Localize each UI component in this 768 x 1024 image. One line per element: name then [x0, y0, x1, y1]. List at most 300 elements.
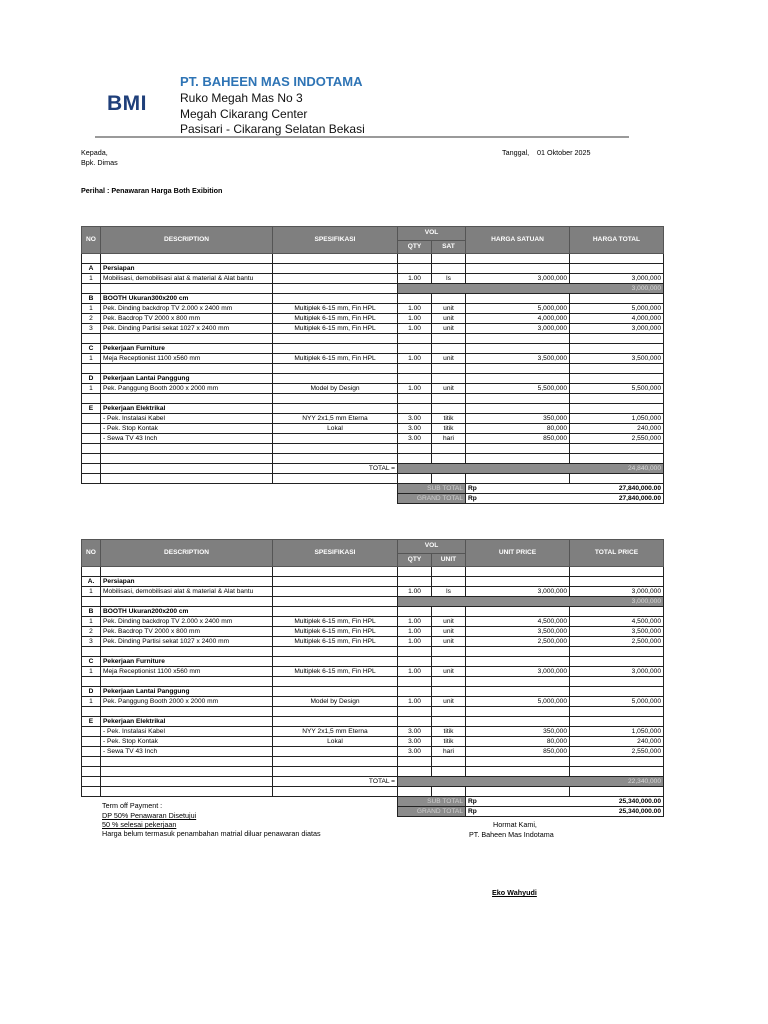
spacer-row [82, 364, 664, 374]
empty-cell [82, 454, 101, 464]
table-row [82, 384, 664, 394]
empty-cell [570, 254, 664, 264]
empty-cell [432, 677, 466, 687]
item-spec: NYY 2x1,5 mm Eterna [273, 414, 398, 424]
empty-cell [398, 474, 432, 484]
section-row [82, 374, 664, 384]
item-total-price: 240,000 [570, 737, 664, 747]
empty-cell [82, 797, 101, 807]
price-note: Harga belum termasuk penambahan matrial diluar penawaran diatas [102, 829, 321, 838]
table-row [82, 274, 664, 284]
grand-total-value: 27,840,000.00 [618, 494, 661, 502]
empty-cell [466, 787, 570, 797]
empty-cell [398, 647, 432, 657]
grand-total-amount [466, 494, 664, 504]
sub-total-amount [466, 484, 664, 494]
spacer-row [82, 444, 664, 454]
empty-cell [466, 264, 570, 274]
empty-cell [570, 787, 664, 797]
item-qty: 1.00 [398, 324, 432, 334]
empty-cell [273, 757, 398, 767]
empty-cell [570, 677, 664, 687]
header-qty: QTY [398, 553, 432, 567]
empty-cell [432, 294, 466, 304]
item-description: - Pek. Stop Kontak [101, 737, 273, 747]
item-no [82, 727, 101, 737]
section-title: Persiapan [101, 264, 273, 274]
empty-cell [570, 757, 664, 767]
item-total-price: 2,550,000 [570, 434, 664, 444]
empty-cell [82, 777, 101, 787]
empty-cell [432, 264, 466, 274]
quotation-table-1 [81, 226, 664, 504]
section-letter: C [82, 657, 101, 667]
total-value: 24,840,000 [398, 464, 664, 474]
item-no: 1 [82, 304, 101, 314]
empty-cell [432, 334, 466, 344]
item-unit-price: 850,000 [466, 434, 570, 444]
table-row [82, 627, 664, 637]
empty-cell [570, 607, 664, 617]
empty-cell [82, 677, 101, 687]
total-row [82, 464, 664, 474]
letterhead [95, 70, 629, 136]
empty-cell [398, 344, 432, 354]
empty-cell [466, 567, 570, 577]
item-unit-price: 80,000 [466, 424, 570, 434]
empty-cell [466, 374, 570, 384]
empty-cell [273, 707, 398, 717]
item-qty: 1.00 [398, 384, 432, 394]
table-row [82, 434, 664, 444]
table-row [82, 314, 664, 324]
empty-cell [398, 707, 432, 717]
empty-cell [398, 567, 432, 577]
address-line-3: Pasisari - Cikarang Selatan Bekasi [180, 122, 365, 136]
item-spec [273, 274, 398, 284]
header-spec: SPESIFIKASI [273, 227, 398, 254]
empty-cell [570, 264, 664, 274]
empty-cell [398, 717, 432, 727]
company-logo: BMI [107, 92, 147, 115]
header-qty: QTY [398, 240, 432, 254]
item-no: 2 [82, 314, 101, 324]
empty-cell [273, 797, 398, 807]
item-unit: unit [432, 384, 466, 394]
quotation-table-2 [81, 539, 664, 817]
spacer-row [82, 647, 664, 657]
empty-cell [466, 647, 570, 657]
total-label: TOTAL = [273, 464, 398, 474]
spacer-row [82, 254, 664, 264]
currency: Rp [468, 807, 477, 815]
item-unit-price: 850,000 [466, 747, 570, 757]
empty-cell [101, 284, 273, 294]
empty-cell [466, 334, 570, 344]
empty-cell [82, 767, 101, 777]
section-title: Pekerjaan Furniture [101, 657, 273, 667]
empty-cell [101, 767, 273, 777]
item-spec [273, 587, 398, 597]
item-unit: titik [432, 727, 466, 737]
item-description: Pek. Bacdrop TV 2000 x 800 mm [101, 314, 273, 324]
empty-cell [570, 647, 664, 657]
item-unit-price: 5,000,000 [466, 304, 570, 314]
empty-cell [398, 687, 432, 697]
item-spec: Multiplek 6-15 mm, Fin HPL [273, 324, 398, 334]
item-no: 1 [82, 384, 101, 394]
item-qty: 3.00 [398, 434, 432, 444]
empty-cell [570, 294, 664, 304]
sub-total-value: 25,340,000.00 [618, 797, 661, 805]
item-qty: 3.00 [398, 414, 432, 424]
grand-total-label: GRAND TOTAL [398, 807, 466, 817]
section-title: Pekerjaan Lantai Panggung [101, 374, 273, 384]
table-body [82, 254, 664, 504]
empty-cell [432, 474, 466, 484]
empty-cell [273, 344, 398, 354]
item-no: 1 [82, 274, 101, 284]
total-value: 22,340,000 [398, 777, 664, 787]
empty-cell [273, 567, 398, 577]
sub-total-label: SUB TOTAL [398, 484, 466, 494]
empty-cell [466, 344, 570, 354]
empty-cell [432, 607, 466, 617]
item-description: Meja Receptionist 1100 x560 mm [101, 667, 273, 677]
empty-cell [466, 717, 570, 727]
item-unit-price: 3,000,000 [466, 324, 570, 334]
item-spec: Model by Design [273, 697, 398, 707]
item-unit-price: 80,000 [466, 737, 570, 747]
empty-cell [101, 707, 273, 717]
closing-company: PT. Baheen Mas Indotama [469, 830, 554, 839]
item-spec: Multiplek 6-15 mm, Fin HPL [273, 667, 398, 677]
empty-cell [398, 757, 432, 767]
item-total-price: 3,000,000 [570, 667, 664, 677]
item-unit-price: 350,000 [466, 414, 570, 424]
empty-cell [101, 677, 273, 687]
empty-cell [82, 364, 101, 374]
section-title: BOOTH Ukuran300x200 cm [101, 294, 273, 304]
empty-cell [101, 484, 273, 494]
empty-cell [466, 677, 570, 687]
section-letter: B [82, 607, 101, 617]
empty-cell [432, 404, 466, 414]
table-header [82, 540, 664, 567]
date-label: Tanggal, [502, 148, 530, 157]
item-description: Pek. Dinding Partisi sekat 1027 x 2400 mm [101, 637, 273, 647]
header-no: NO [82, 227, 101, 254]
empty-cell [82, 494, 101, 504]
item-no [82, 747, 101, 757]
header-unit: UNIT [432, 553, 466, 567]
empty-cell [82, 757, 101, 767]
sub-total-amount [466, 797, 664, 807]
section-title: BOOTH Ukuran200x200 cm [101, 607, 273, 617]
item-qty: 1.00 [398, 314, 432, 324]
section-letter: D [82, 374, 101, 384]
item-qty: 1.00 [398, 637, 432, 647]
item-total-price: 5,000,000 [570, 304, 664, 314]
spacer-row [82, 757, 664, 767]
empty-cell [101, 474, 273, 484]
item-unit-price: 350,000 [466, 727, 570, 737]
payment-terms-title: Term off Payment : [102, 801, 163, 810]
spacer-row [82, 787, 664, 797]
empty-cell [273, 607, 398, 617]
empty-cell [82, 254, 101, 264]
empty-cell [82, 787, 101, 797]
empty-cell [432, 394, 466, 404]
empty-cell [570, 364, 664, 374]
empty-cell [432, 707, 466, 717]
empty-cell [398, 404, 432, 414]
recipient-label: Kepada, [81, 148, 108, 157]
address-line-2: Megah Cikarang Center [180, 107, 308, 121]
empty-cell [82, 807, 101, 817]
table-row [82, 737, 664, 747]
header-description: DESCRIPTION [101, 540, 273, 567]
empty-cell [466, 687, 570, 697]
item-unit: unit [432, 627, 466, 637]
item-unit: ls [432, 587, 466, 597]
item-unit: titik [432, 737, 466, 747]
table-row [82, 727, 664, 737]
item-unit: titik [432, 414, 466, 424]
empty-cell [82, 647, 101, 657]
header-spec: SPESIFIKASI [273, 540, 398, 567]
empty-cell [101, 777, 273, 787]
empty-cell [273, 374, 398, 384]
empty-cell [570, 657, 664, 667]
section-subtotal-row [82, 284, 664, 294]
header-total-price: TOTAL PRICE [570, 540, 664, 567]
empty-cell [273, 454, 398, 464]
table-row [82, 304, 664, 314]
empty-cell [273, 657, 398, 667]
empty-cell [101, 364, 273, 374]
item-qty: 1.00 [398, 697, 432, 707]
section-title: Pekerjaan Furniture [101, 344, 273, 354]
item-unit: unit [432, 354, 466, 364]
empty-cell [570, 577, 664, 587]
item-no [82, 434, 101, 444]
closing-greeting: Hormat Kami, [493, 820, 537, 829]
header-description: DESCRIPTION [101, 227, 273, 254]
item-spec: Multiplek 6-15 mm, Fin HPL [273, 314, 398, 324]
section-letter: E [82, 717, 101, 727]
section-letter: B [82, 294, 101, 304]
empty-cell [273, 334, 398, 344]
item-spec: Lokal [273, 424, 398, 434]
empty-cell [466, 444, 570, 454]
empty-cell [273, 294, 398, 304]
empty-cell [570, 454, 664, 464]
item-spec: Multiplek 6-15 mm, Fin HPL [273, 617, 398, 627]
empty-cell [398, 294, 432, 304]
empty-cell [466, 577, 570, 587]
empty-cell [273, 474, 398, 484]
empty-cell [398, 254, 432, 264]
header-unit: SAT [432, 240, 466, 254]
section-letter: A [82, 264, 101, 274]
item-total-price: 5,500,000 [570, 384, 664, 394]
empty-cell [466, 404, 570, 414]
empty-cell [273, 484, 398, 494]
item-total-price: 1,050,000 [570, 727, 664, 737]
item-unit-price: 3,500,000 [466, 627, 570, 637]
table-row [82, 424, 664, 434]
empty-cell [432, 444, 466, 454]
item-qty: 3.00 [398, 727, 432, 737]
empty-cell [101, 464, 273, 474]
empty-cell [82, 474, 101, 484]
item-unit-price: 5,000,000 [466, 697, 570, 707]
table-row [82, 747, 664, 757]
item-spec: Model by Design [273, 384, 398, 394]
spacer-row [82, 394, 664, 404]
item-no: 1 [82, 697, 101, 707]
item-unit: unit [432, 637, 466, 647]
grand-total-value: 25,340,000.00 [618, 807, 661, 815]
empty-cell [273, 404, 398, 414]
empty-cell [398, 607, 432, 617]
empty-cell [82, 484, 101, 494]
empty-cell [466, 454, 570, 464]
item-unit: hari [432, 434, 466, 444]
empty-cell [273, 444, 398, 454]
empty-cell [570, 404, 664, 414]
header-row [82, 540, 664, 554]
item-total-price: 240,000 [570, 424, 664, 434]
total-row [82, 777, 664, 787]
item-qty: 1.00 [398, 617, 432, 627]
empty-cell [273, 284, 398, 294]
item-unit: unit [432, 617, 466, 627]
section-row [82, 294, 664, 304]
item-unit-price: 5,500,000 [466, 384, 570, 394]
section-title: Pekerjaan Lantai Panggung [101, 687, 273, 697]
table-row [82, 667, 664, 677]
empty-cell [466, 767, 570, 777]
empty-cell [398, 577, 432, 587]
item-qty: 3.00 [398, 424, 432, 434]
item-qty: 3.00 [398, 747, 432, 757]
empty-cell [398, 334, 432, 344]
empty-cell [432, 577, 466, 587]
section-title: Pekerjaan Elektrikal [101, 717, 273, 727]
payment-term-1: DP 50% Penawaran Disetujui [102, 811, 197, 820]
item-total-price: 4,500,000 [570, 617, 664, 627]
empty-cell [82, 334, 101, 344]
empty-cell [570, 444, 664, 454]
section-row [82, 344, 664, 354]
empty-cell [432, 364, 466, 374]
item-description: - Pek. Instalasi Kabel [101, 414, 273, 424]
empty-cell [273, 787, 398, 797]
table-body [82, 567, 664, 817]
spacer-row [82, 707, 664, 717]
sub-total-row [82, 484, 664, 494]
item-spec: Multiplek 6-15 mm, Fin HPL [273, 354, 398, 364]
item-description: Pek. Bacdrop TV 2000 x 800 mm [101, 627, 273, 637]
header-divider [95, 136, 629, 138]
item-description: - Pek. Stop Kontak [101, 424, 273, 434]
empty-cell [101, 254, 273, 264]
item-unit-price: 4,000,000 [466, 314, 570, 324]
item-spec: Lokal [273, 737, 398, 747]
item-qty: 1.00 [398, 587, 432, 597]
empty-cell [82, 567, 101, 577]
empty-cell [570, 334, 664, 344]
section-row [82, 657, 664, 667]
item-spec: Multiplek 6-15 mm, Fin HPL [273, 637, 398, 647]
empty-cell [432, 657, 466, 667]
table-row [82, 637, 664, 647]
empty-cell [273, 807, 398, 817]
empty-cell [570, 567, 664, 577]
empty-cell [398, 374, 432, 384]
item-no [82, 737, 101, 747]
empty-cell [273, 717, 398, 727]
empty-cell [432, 717, 466, 727]
section-row [82, 717, 664, 727]
empty-cell [432, 454, 466, 464]
grand-total-row [82, 494, 664, 504]
empty-cell [432, 787, 466, 797]
item-spec [273, 434, 398, 444]
empty-cell [273, 254, 398, 264]
empty-cell [432, 757, 466, 767]
subject-line: Perihal : Penawaran Harga Both Exibition [81, 186, 223, 195]
item-total-price: 3,000,000 [570, 324, 664, 334]
empty-cell [273, 677, 398, 687]
item-description: Mobilisasi, demobilisasi alat & material & Alat bantu [101, 274, 273, 284]
item-spec [273, 747, 398, 757]
item-qty: 1.00 [398, 627, 432, 637]
empty-cell [101, 394, 273, 404]
item-unit-price: 3,000,000 [466, 667, 570, 677]
empty-cell [101, 444, 273, 454]
table-row [82, 617, 664, 627]
empty-cell [466, 757, 570, 767]
empty-cell [432, 567, 466, 577]
empty-cell [82, 464, 101, 474]
table-row [82, 587, 664, 597]
item-total-price: 3,500,000 [570, 354, 664, 364]
empty-cell [398, 657, 432, 667]
empty-cell [273, 767, 398, 777]
header-row [82, 227, 664, 241]
empty-cell [398, 677, 432, 687]
item-total-price: 2,500,000 [570, 637, 664, 647]
empty-cell [101, 757, 273, 767]
item-description: Pek. Dinding backdrop TV 2.000 x 2400 mm [101, 304, 273, 314]
empty-cell [82, 394, 101, 404]
empty-cell [273, 394, 398, 404]
header-no: NO [82, 540, 101, 567]
empty-cell [398, 264, 432, 274]
section-letter: D [82, 687, 101, 697]
item-no [82, 414, 101, 424]
item-qty: 1.00 [398, 304, 432, 314]
section-row [82, 264, 664, 274]
section-letter: A. [82, 577, 101, 587]
empty-cell [398, 394, 432, 404]
section-letter: E [82, 404, 101, 414]
sub-total-value: 27,840,000.00 [618, 484, 661, 492]
item-no: 3 [82, 637, 101, 647]
